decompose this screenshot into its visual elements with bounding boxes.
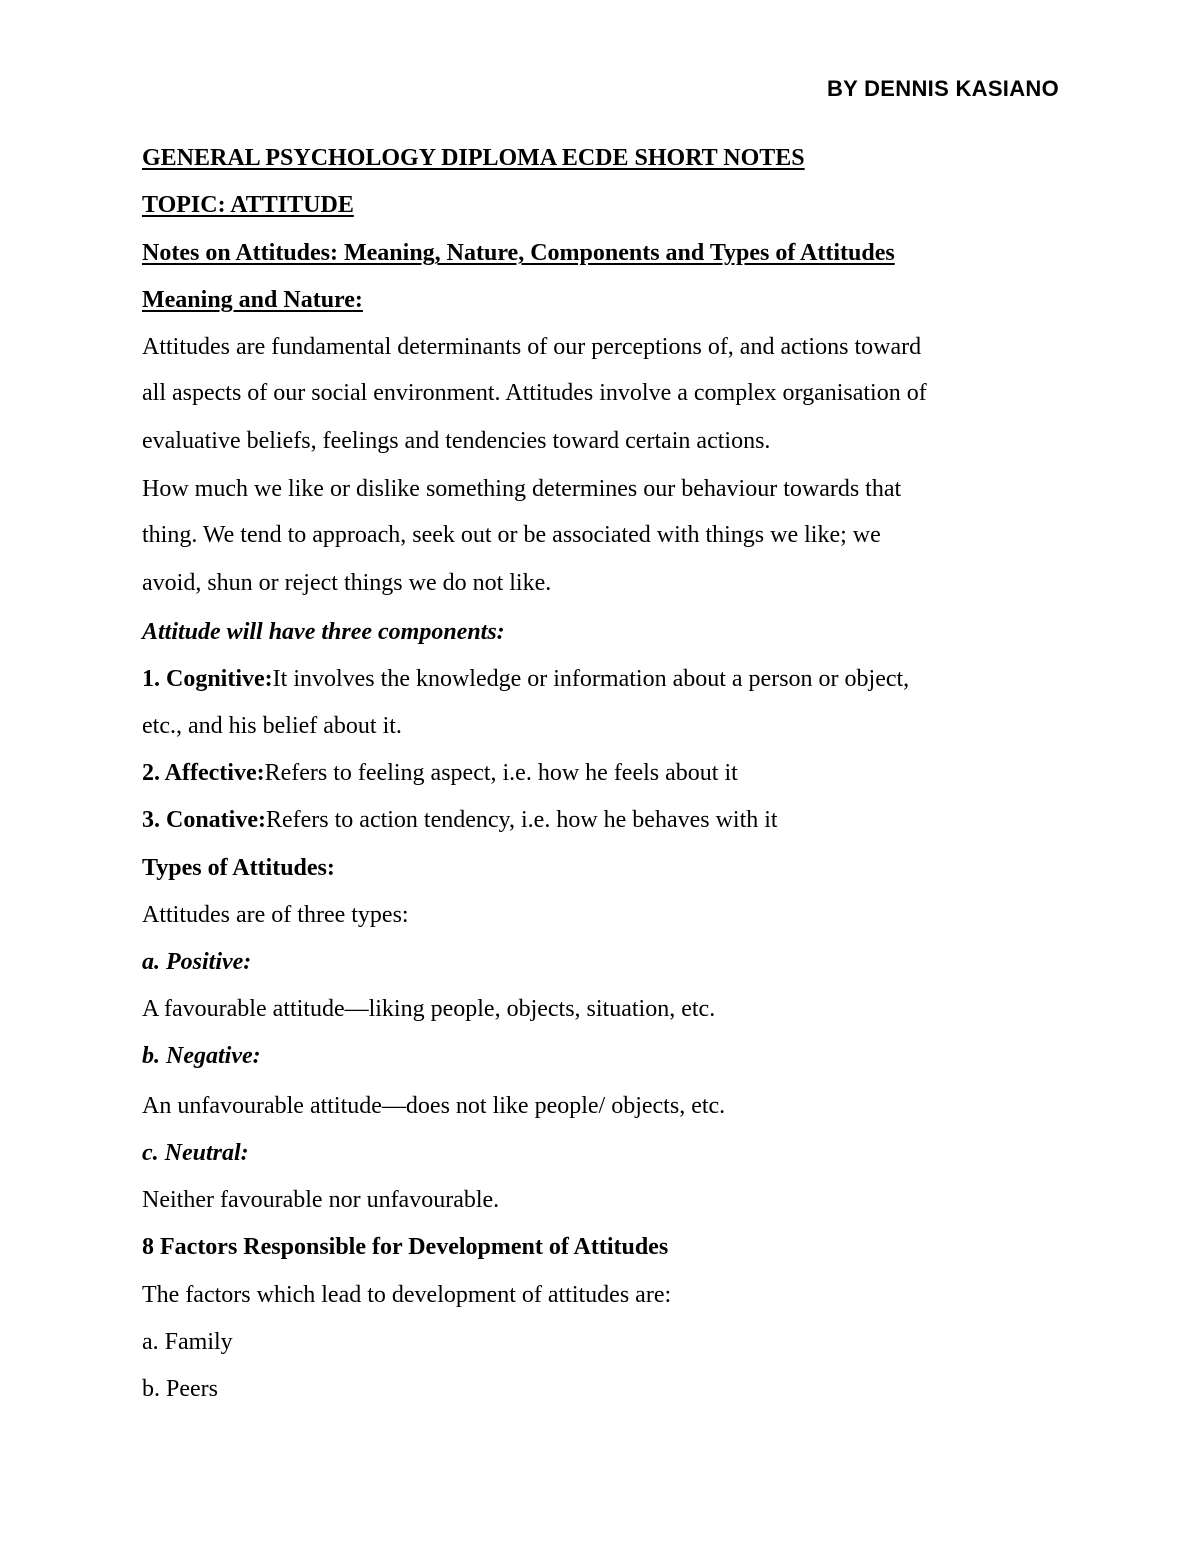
type-label: c. Neutral: [142,1140,249,1166]
paragraph-line: all aspects of our social environment. Attitudes involve a complex organisation of [142,380,927,406]
component-item [142,664,909,694]
component-item [142,805,778,835]
component-text: It involves the knowledge or information about a person or object, [272,666,910,692]
factor-item: a. Family [142,1329,233,1355]
paragraph-line: How much we like or dislike something determines our behaviour towards that [142,476,902,502]
paragraph-line: Attitudes are fundamental determinants of our perceptions of, and actions toward [142,334,922,360]
component-text: Refers to action tendency, i.e. how he behaves with it [265,807,778,833]
factor-item: b. Peers [142,1376,218,1402]
notes-subtitle: Notes on Attitudes: Meaning, Nature, Components and Types of Attitudes [142,240,895,266]
component-continuation: etc., and his belief about it. [142,713,402,739]
type-label: b. Negative: [142,1043,261,1069]
topic-heading: TOPIC: ATTITUDE [142,192,354,218]
section-heading-meaning: Meaning and Nature: [142,287,363,313]
component-text: Refers to feeling aspect, i.e. how he feels about it [264,760,738,786]
component-label: 1. Cognitive: [142,666,273,692]
component-label: 3. Conative: [142,807,266,833]
types-heading: Types of Attitudes: [142,855,335,881]
component-label: 2. Affective: [142,760,265,786]
type-description: A favourable attitude—liking people, objects, situation, etc. [142,996,716,1022]
paragraph-line: evaluative beliefs, feelings and tendencies toward certain actions. [142,428,771,454]
factors-intro: The factors which lead to development of attitudes are: [142,1282,672,1308]
type-description: An unfavourable attitude—does not like people/ objects, etc. [142,1093,726,1119]
paragraph-line: thing. We tend to approach, seek out or be associated with things we like; we [142,522,881,548]
document-author: BY DENNIS KASIANO [826,76,1059,101]
type-description: Neither favourable nor unfavourable. [142,1187,500,1213]
document-title: GENERAL PSYCHOLOGY DIPLOMA ECDE SHORT NOTES [142,145,805,171]
components-heading: Attitude will have three components: [142,619,505,645]
types-intro: Attitudes are of three types: [142,902,409,928]
type-label: a. Positive: [142,949,252,975]
factors-heading: 8 Factors Responsible for Development of Attitudes [142,1234,669,1260]
component-item [142,758,738,788]
paragraph-line: avoid, shun or reject things we do not like. [142,570,552,596]
